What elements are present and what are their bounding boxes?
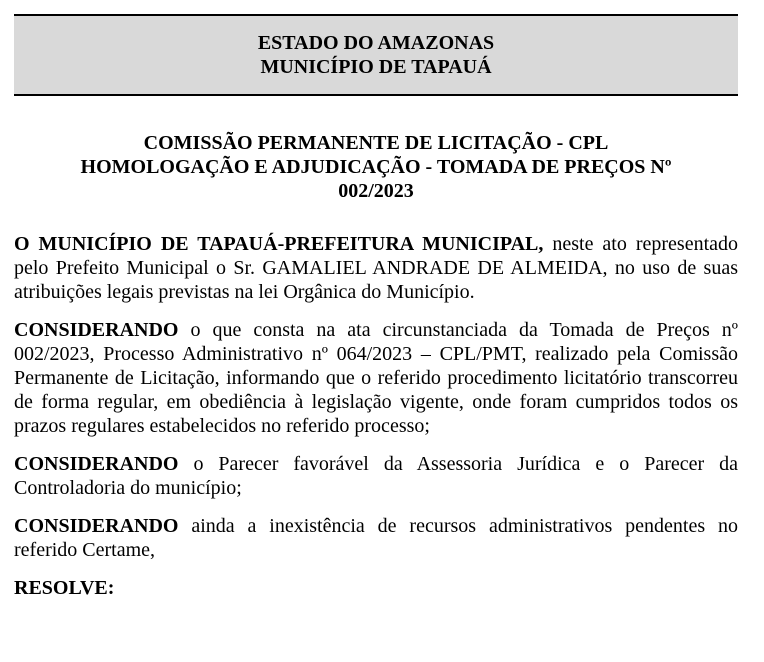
title-homologation: HOMOLOGAÇÃO E ADJUDICAÇÃO - TOMADA DE PREÇOS Nº: [80, 156, 672, 178]
title-number: 002/2023: [338, 180, 414, 202]
paragraph-text: o Parecer favorável da Assessoria Jurídica e o Parecer da Controladoria do município;: [14, 453, 738, 499]
paragraph-lead: O MUNICÍPIO DE TAPAUÁ-PREFEITURA MUNICIPAL,: [14, 233, 544, 255]
paragraph-municipality: [14, 232, 738, 304]
paragraph-text: neste ato representado pelo Prefeito Municipal o Sr. GAMALIEL ANDRADE DE ALMEIDA, no uso de suas atribuições legais previstas na lei Orgânica do Município.: [14, 233, 739, 303]
document-header: [14, 14, 738, 96]
header-municipality: MUNICÍPIO DE TAPAUÁ: [260, 56, 492, 78]
title-commission: COMISSÃO PERMANENTE DE LICITAÇÃO - CPL: [143, 132, 609, 154]
paragraph-considering-2: [14, 452, 738, 500]
paragraph-lead: CONSIDERANDO: [14, 319, 179, 341]
paragraph-lead: CONSIDERANDO: [14, 453, 179, 475]
paragraph-text: ainda a inexistência de recursos administrativos pendentes no referido Certame,: [14, 515, 738, 561]
paragraph-lead: CONSIDERANDO: [14, 515, 179, 537]
paragraph-text: o que consta na ata circunstanciada da Tomada de Preços nº 002/2023, Processo Administrativo nº 064/2023 – CPL/PMT, realizado pela Comissão Permanente de Licitação, informando que o referido procedimento licitatório transcorreu de forma regular, em obediência à legislação vigente, onde foram cumpridos todos os prazos regulares estabelecidos no referido processo;: [14, 319, 738, 437]
resolve-heading: RESOLVE:: [14, 577, 115, 599]
paragraph-considering-3: [14, 514, 738, 562]
header-state: ESTADO DO AMAZONAS: [257, 32, 495, 54]
document-title: [14, 131, 738, 203]
document-body: [14, 232, 738, 600]
paragraph-considering-1: [14, 318, 738, 438]
